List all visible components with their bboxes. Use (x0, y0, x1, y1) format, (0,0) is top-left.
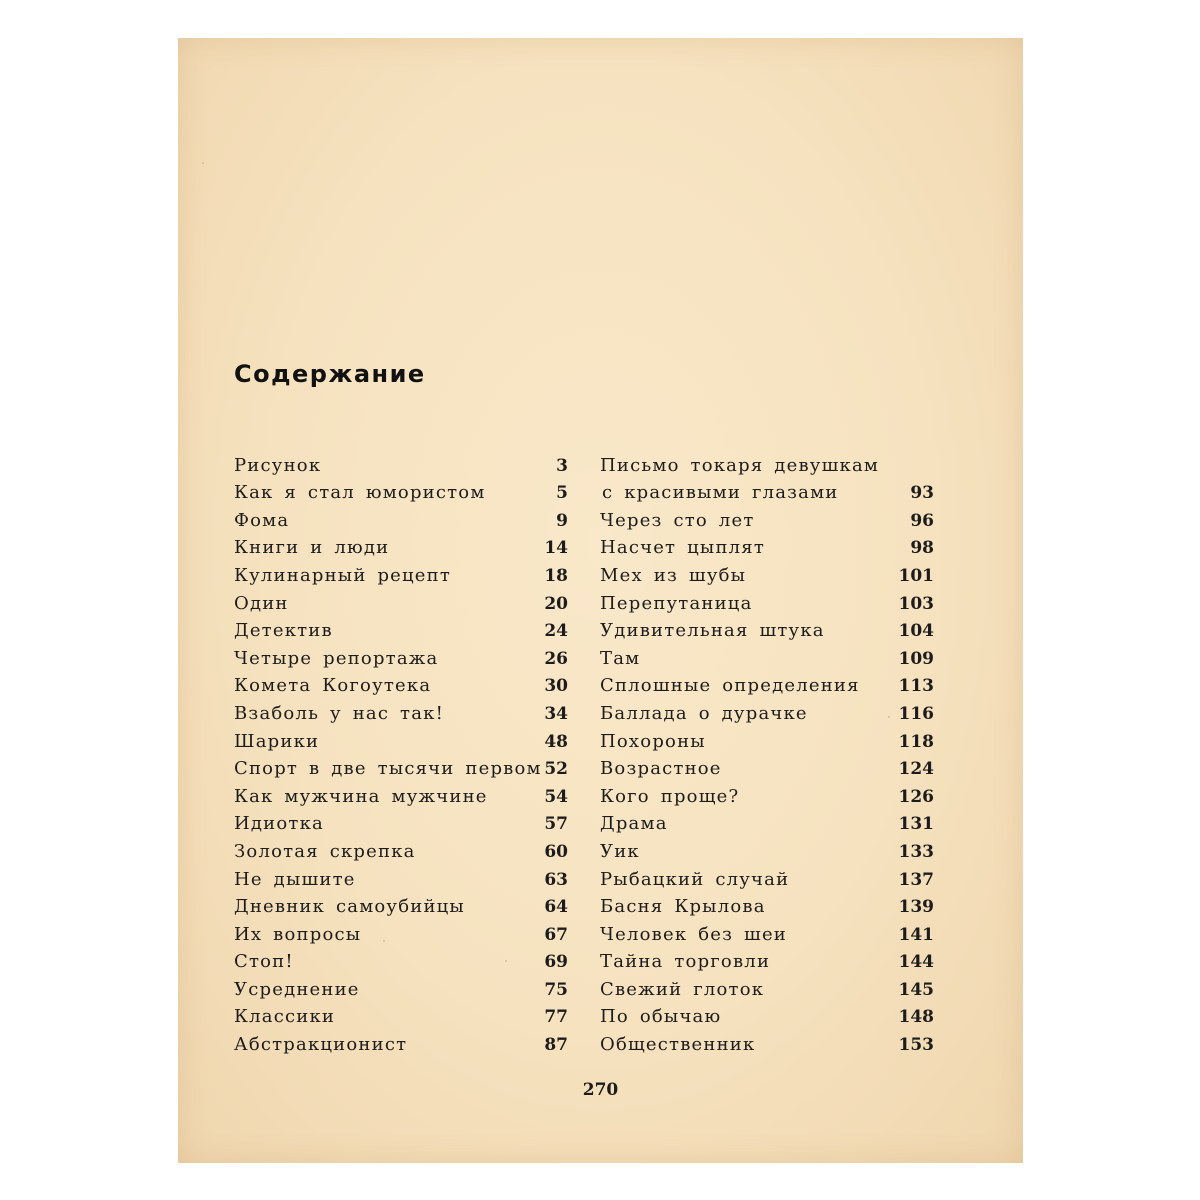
toc-entry (234, 480, 568, 508)
toc-entry (600, 1004, 934, 1032)
toc-entry (600, 562, 934, 590)
toc-entry (234, 590, 568, 618)
toc-entry (600, 866, 934, 894)
toc-entry-title: Комета Когоутека (234, 675, 432, 697)
toc-entry-title: Идиотка (234, 813, 324, 835)
toc-entry-title: Как я стал юмористом (234, 482, 486, 504)
toc-entry (234, 866, 568, 894)
toc-entry (600, 590, 934, 618)
toc-entry (600, 811, 934, 839)
toc-entry-title: Кого проще? (600, 785, 740, 807)
toc-entry-title: Уик (600, 840, 640, 862)
toc-entry-page: 109 (898, 648, 934, 669)
toc-entry-page: 101 (898, 565, 934, 586)
toc-entry (600, 921, 934, 949)
toc-entry (234, 894, 568, 922)
toc-entry-page: 96 (910, 510, 934, 531)
toc-entry-page: 144 (898, 952, 934, 973)
toc-entry-page: 77 (544, 1007, 568, 1028)
toc-entry-page: 93 (910, 483, 934, 504)
toc-right-column (600, 452, 934, 1059)
toc-entry-title: Общественник (600, 1034, 756, 1056)
page-number: 270 (582, 1080, 619, 1100)
toc-entry-title: Перепутаница (600, 592, 753, 614)
contents-heading: Содержание (234, 360, 426, 388)
toc-entry-page: 139 (898, 897, 934, 918)
toc-entry-page: 75 (544, 979, 568, 1000)
toc-entry (600, 894, 934, 922)
toc-entry-title: По обычаю (600, 1006, 722, 1028)
toc-entry-title: Через сто лет (600, 509, 755, 531)
toc-entry-page: 5 (556, 483, 568, 504)
toc-entry-title: Драма (600, 813, 668, 835)
toc-entry-page: 9 (556, 510, 568, 531)
toc-entry-title: Стоп! (234, 951, 294, 973)
toc-entry-title: Усреднение (234, 978, 360, 1000)
toc-entry (600, 507, 934, 535)
toc-entry-page: 126 (898, 786, 934, 807)
toc-entry (234, 811, 568, 839)
toc-entry-title: Золотая скрепка (234, 840, 416, 862)
toc-entry (234, 949, 568, 977)
toc-entry-title: Один (234, 592, 289, 614)
toc-entry-page: 148 (898, 1007, 934, 1028)
toc-entry-page: 26 (544, 648, 568, 669)
toc-entry-title: Рыбацкий случай (600, 868, 790, 890)
toc-entry (234, 921, 568, 949)
toc-entry-page: 133 (898, 841, 934, 862)
toc-entry-title: Как мужчина мужчине (234, 785, 488, 807)
toc-entry-title: Кулинарный рецепт (234, 564, 452, 586)
toc-entry-title: Там (600, 647, 641, 669)
toc-entry (600, 783, 934, 811)
toc-entry-page: 145 (898, 979, 934, 1000)
toc-entry-page: 3 (556, 455, 568, 476)
toc-entry-title: с красивыми глазами (602, 482, 839, 504)
toc-entry-page: 153 (898, 1035, 934, 1056)
toc-entry (600, 838, 934, 866)
toc-entry-page: 116 (898, 703, 934, 724)
toc-entry-title: Их вопросы (234, 923, 362, 945)
toc-entry-page: 67 (544, 924, 568, 945)
toc-entry-page: 124 (898, 759, 934, 780)
toc-entry-page: 137 (898, 869, 934, 890)
toc-entry-title: Удивительная штука (600, 620, 825, 642)
toc-entry-page: 20 (544, 593, 568, 614)
toc-entry-title: Баллада о дурачке (600, 702, 808, 724)
toc-entry-title: Мех из шубы (600, 564, 747, 586)
toc-entry-title: Рисунок (234, 454, 322, 476)
toc-entry-page: 141 (898, 924, 934, 945)
toc-entry-page: 60 (544, 841, 568, 862)
toc-entry (234, 618, 568, 646)
toc-entry-page: 48 (544, 731, 568, 752)
toc-entry (600, 535, 934, 563)
toc-entry-title: Абстракционист (234, 1034, 408, 1056)
toc-entry (600, 728, 934, 756)
toc-entry (234, 507, 568, 535)
toc-entry-page: 113 (898, 676, 934, 697)
toc-entry-page: 52 (544, 759, 568, 780)
toc-entry-title: Свежий глоток (600, 978, 765, 1000)
toc-entry-page: 104 (898, 621, 934, 642)
toc-entry-page: 24 (544, 621, 568, 642)
toc-entry (234, 728, 568, 756)
toc-entry (600, 618, 934, 646)
toc-entry (234, 452, 568, 480)
toc-entry-title: Человек без шеи (600, 923, 788, 945)
toc-entry (234, 700, 568, 728)
toc-entry-page: 34 (544, 703, 568, 724)
toc-entry (600, 756, 934, 784)
toc-entry (600, 700, 934, 728)
toc-entry-page: 14 (544, 538, 568, 559)
toc-entry (600, 976, 934, 1004)
toc-entry (600, 1031, 934, 1059)
toc-entry-title: Насчет цыплят (600, 537, 765, 559)
toc-entry-title: Книги и люди (234, 537, 390, 559)
book-page (178, 38, 1023, 1163)
toc-entry (600, 673, 934, 701)
toc-entry (234, 783, 568, 811)
toc-entry-page: 57 (544, 814, 568, 835)
toc-entry-page: 98 (910, 538, 934, 559)
toc-entry (234, 838, 568, 866)
toc-entry-page: 131 (898, 814, 934, 835)
toc-entry-page: 30 (544, 676, 568, 697)
toc-entry-title: Тайна торговли (600, 951, 771, 973)
toc-entry-title: Дневник самоубийцы (234, 896, 465, 918)
toc-entry-page: 103 (898, 593, 934, 614)
toc-entry-title: Басня Крылова (600, 896, 766, 918)
toc-left-column (234, 452, 568, 1059)
toc-entry (234, 1004, 568, 1032)
toc-entry (234, 1031, 568, 1059)
toc-entry-page: 87 (544, 1035, 568, 1056)
toc-entry-title: Письмо токаря девушкам (600, 454, 880, 476)
toc-entry-title: Классики (234, 1006, 336, 1028)
toc-entry-page: 18 (544, 565, 568, 586)
toc-entry (234, 976, 568, 1004)
toc-entry (234, 756, 568, 784)
toc-entry-title: Похороны (600, 730, 706, 752)
toc-entry (600, 949, 934, 977)
toc-entry (234, 535, 568, 563)
toc-entry-title: Спорт в две тысячи первом (234, 758, 542, 780)
toc-entry (600, 480, 934, 508)
toc-entry-page: 54 (544, 786, 568, 807)
toc-entry-title: Четыре репортажа (234, 647, 439, 669)
toc-entry-title: Детектив (234, 620, 333, 642)
toc-entry-page: 64 (544, 897, 568, 918)
toc-entry (600, 645, 934, 673)
toc-entry (234, 645, 568, 673)
toc-entry-title: Не дышите (234, 868, 356, 890)
toc-entry (600, 452, 934, 480)
toc-entry-page: 63 (544, 869, 568, 890)
toc-entry (234, 562, 568, 590)
toc-entry-title: Взаболь у нас так! (234, 702, 445, 724)
toc-entry-page: 118 (898, 731, 934, 752)
toc-entry (234, 673, 568, 701)
paper-speck (202, 162, 204, 164)
toc-entry-title: Шарики (234, 730, 320, 752)
toc-entry-title: Возрастное (600, 758, 722, 780)
toc-entry-page: 69 (544, 952, 568, 973)
toc-entry-title: Фома (234, 509, 290, 531)
toc-entry-title: Сплошные определения (600, 675, 860, 697)
